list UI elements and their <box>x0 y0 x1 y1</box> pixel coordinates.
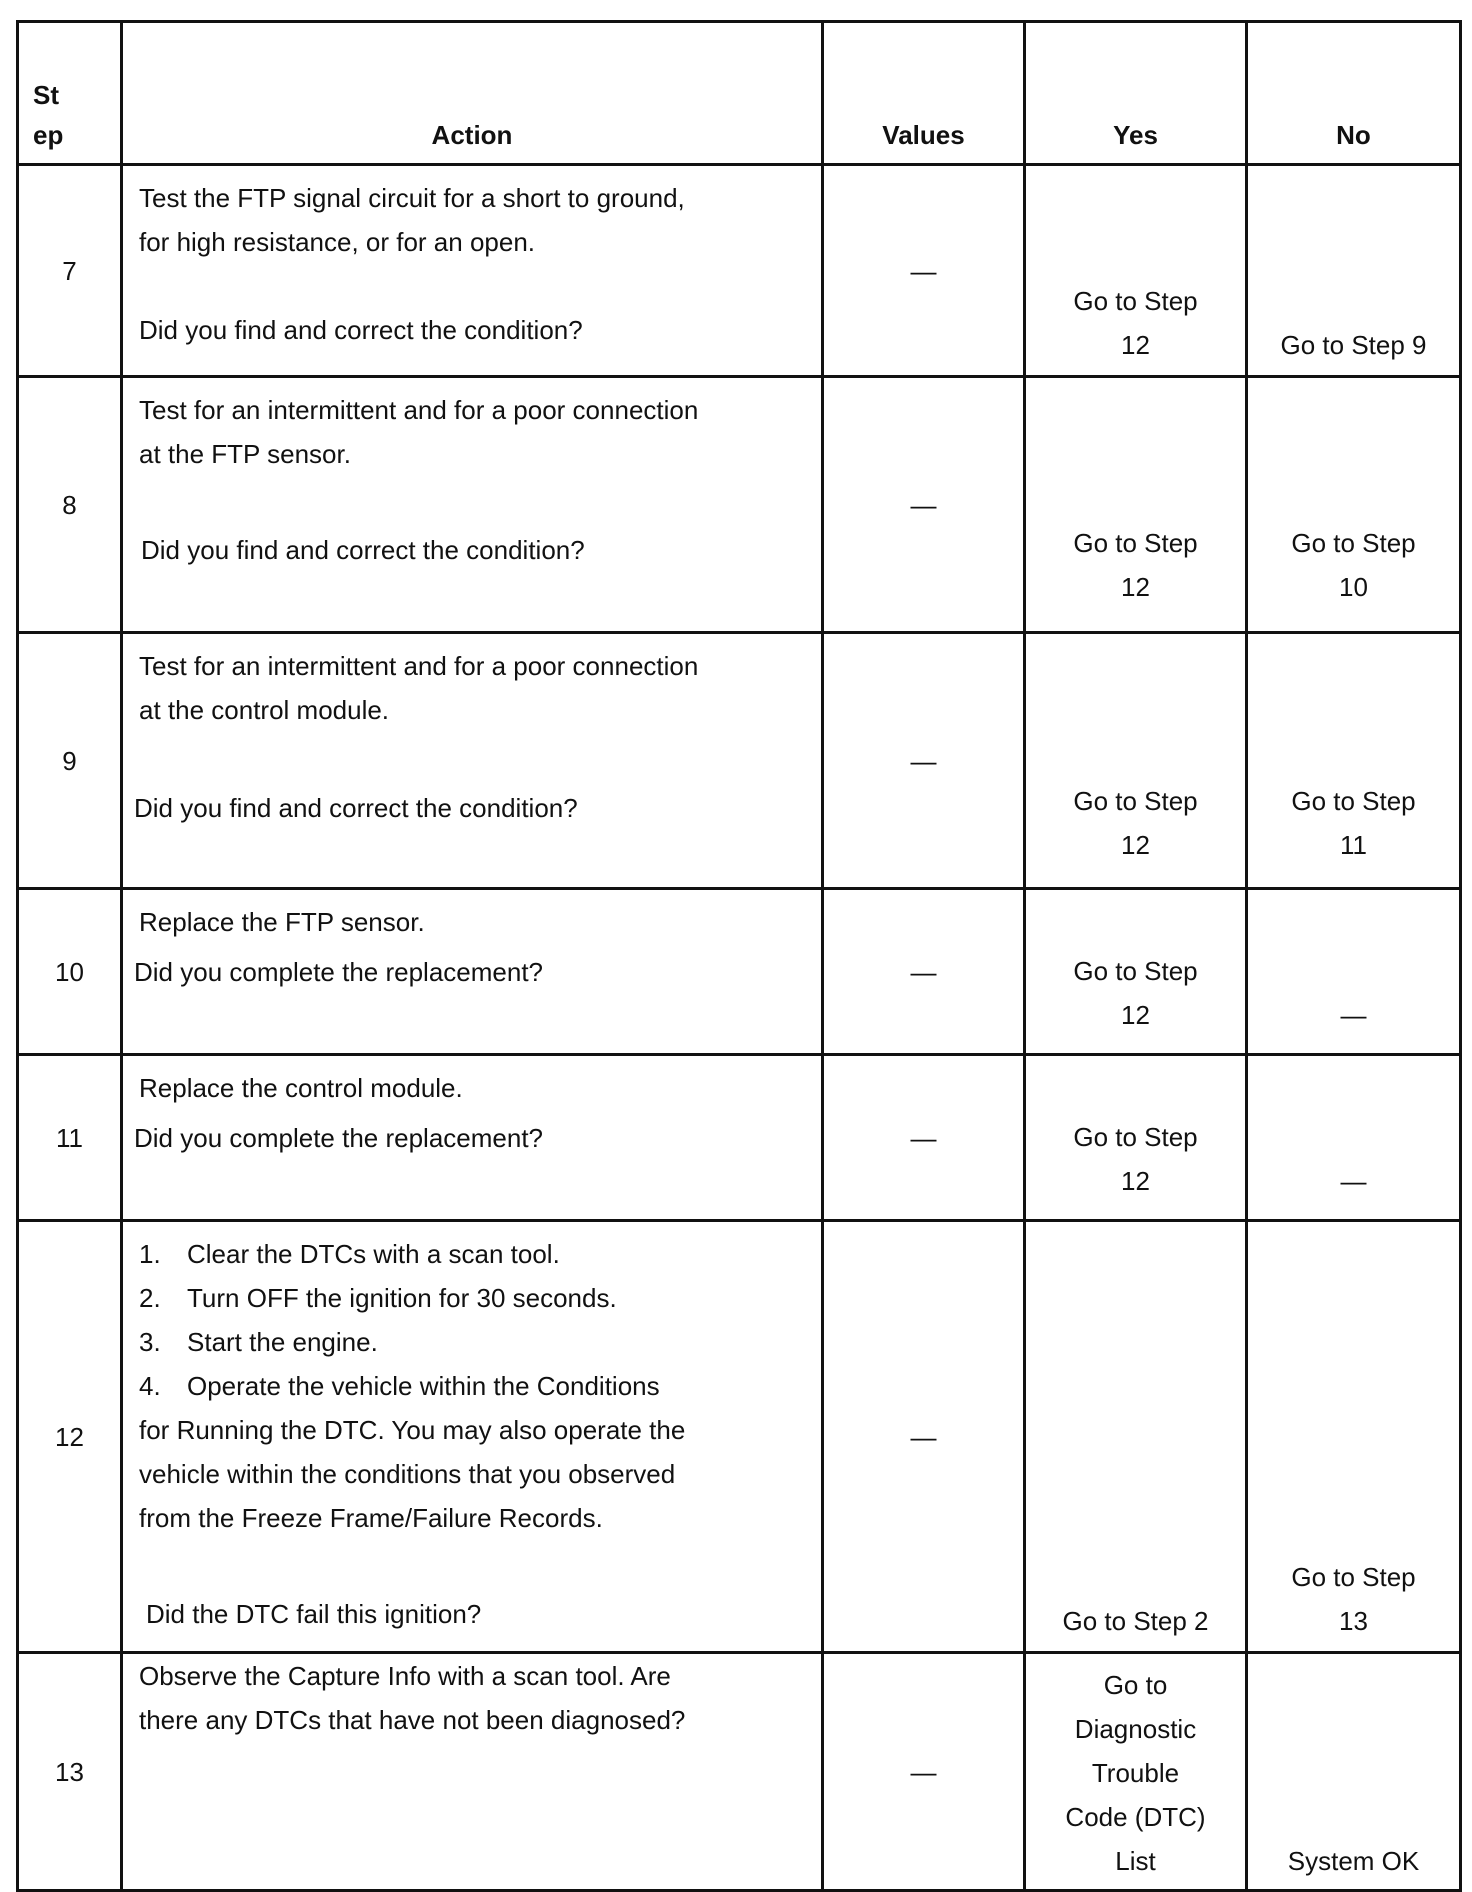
action-cell <box>122 1055 823 1221</box>
yes-cell <box>1025 1055 1247 1221</box>
step-number: 8 <box>18 377 122 633</box>
list-text: Clear the DTCs with a scan tool. <box>187 1239 560 1269</box>
header-no: No <box>1247 22 1461 165</box>
values-cell: — <box>823 1055 1025 1221</box>
no-cell <box>1247 1055 1461 1221</box>
list-text: Start the engine. <box>187 1327 378 1357</box>
list-text: Operate the vehicle within the Conditions <box>187 1371 660 1401</box>
no-line: Go to Step 9 <box>1280 330 1427 360</box>
no-cell <box>1247 1653 1461 1891</box>
no-line: Go to Step <box>1291 786 1416 816</box>
yes-line: List <box>1115 1846 1156 1876</box>
yes-cell <box>1025 889 1247 1055</box>
header-row <box>18 22 1461 165</box>
yes-line: Go to Step <box>1073 286 1198 316</box>
action-cell <box>122 1221 823 1653</box>
no-cell <box>1247 1221 1461 1653</box>
values-cell: — <box>823 633 1025 889</box>
action-question: Did the DTC fail this ignition? <box>146 1599 482 1629</box>
step-number: 9 <box>18 633 122 889</box>
yes-line: Go to <box>1103 1670 1168 1700</box>
action-line: at the FTP sensor. <box>139 439 351 469</box>
action-line: there any DTCs that have not been diagnosed? <box>139 1705 686 1735</box>
yes-cell <box>1025 1653 1247 1891</box>
values-cell: — <box>823 165 1025 377</box>
header-values: Values <box>823 22 1025 165</box>
action-line: Replace the FTP sensor. <box>139 907 425 937</box>
step-number: 11 <box>18 1055 122 1221</box>
yes-cell <box>1025 165 1247 377</box>
values-cell: — <box>823 377 1025 633</box>
action-line: for Running the DTC. You may also operate the <box>139 1415 686 1445</box>
step-number: 7 <box>18 165 122 377</box>
yes-line: 12 <box>1121 1000 1150 1030</box>
table-row <box>18 1221 1461 1653</box>
yes-line: 12 <box>1121 572 1150 602</box>
table-row <box>18 165 1461 377</box>
no-cell <box>1247 165 1461 377</box>
list-item <box>139 1320 813 1364</box>
no-line: System OK <box>1287 1846 1420 1876</box>
list-number: 2. <box>139 1283 161 1313</box>
yes-line: 12 <box>1121 330 1150 360</box>
list-text: Turn OFF the ignition for 30 seconds. <box>187 1283 617 1313</box>
header-step <box>18 22 122 165</box>
step-number: 10 <box>18 889 122 1055</box>
no-line: 13 <box>1339 1606 1368 1636</box>
no-line: 11 <box>1340 830 1367 860</box>
action-line: from the Freeze Frame/Failure Records. <box>139 1503 603 1533</box>
action-line: for high resistance, or for an open. <box>139 227 536 257</box>
header-action: Action <box>122 22 823 165</box>
yes-line: Go to Step <box>1073 528 1198 558</box>
action-cell <box>122 165 823 377</box>
action-cell <box>122 889 823 1055</box>
values-cell: — <box>823 1653 1025 1891</box>
yes-line: Go to Step <box>1073 956 1198 986</box>
values-cell: — <box>823 1221 1025 1653</box>
action-question: Did you complete the replacement? <box>134 957 544 987</box>
header-step-line2: ep <box>33 120 64 150</box>
yes-line: 12 <box>1121 830 1150 860</box>
diagnostic-table <box>16 20 1462 1892</box>
action-line: at the control module. <box>139 695 390 725</box>
action-cell <box>122 1653 823 1891</box>
action-question: Did you find and correct the condition? <box>141 535 585 565</box>
no-cell <box>1247 377 1461 633</box>
action-line: Observe the Capture Info with a scan tool. Are <box>139 1661 671 1691</box>
action-line: vehicle within the conditions that you observed <box>139 1459 676 1489</box>
yes-line: Go to Step <box>1073 1122 1198 1152</box>
no-line: Go to Step <box>1291 1562 1416 1592</box>
yes-cell <box>1025 377 1247 633</box>
table-row <box>18 377 1461 633</box>
action-line: Test the FTP signal circuit for a short to ground, <box>139 183 685 213</box>
action-cell <box>122 377 823 633</box>
list-item <box>139 1232 813 1276</box>
action-question: Did you find and correct the condition? <box>134 793 578 823</box>
no-line: — <box>1340 1000 1367 1030</box>
values-cell: — <box>823 889 1025 1055</box>
step-number: 13 <box>18 1653 122 1891</box>
table-row <box>18 633 1461 889</box>
action-question: Did you find and correct the condition? <box>139 315 583 345</box>
yes-cell <box>1025 633 1247 889</box>
action-line: Test for an intermittent and for a poor connection <box>139 395 699 425</box>
yes-line: Go to Step <box>1073 786 1198 816</box>
yes-line: 12 <box>1121 1166 1150 1196</box>
header-step-line1: St <box>33 80 59 110</box>
header-yes: Yes <box>1025 22 1247 165</box>
action-line: Replace the control module. <box>139 1073 463 1103</box>
no-line: — <box>1340 1166 1367 1196</box>
step-number: 12 <box>18 1221 122 1653</box>
list-number: 3. <box>139 1327 161 1357</box>
no-cell <box>1247 633 1461 889</box>
yes-line: Code (DTC) <box>1065 1802 1206 1832</box>
yes-line: Diagnostic <box>1074 1714 1197 1744</box>
action-question: Did you complete the replacement? <box>134 1123 544 1153</box>
no-line: 10 <box>1339 572 1368 602</box>
list-number: 1. <box>139 1239 161 1269</box>
table-row <box>18 1055 1461 1221</box>
no-line: Go to Step <box>1291 528 1416 558</box>
yes-line: Go to Step 2 <box>1062 1606 1209 1636</box>
list-item <box>139 1276 813 1320</box>
no-cell <box>1247 889 1461 1055</box>
table-row <box>18 889 1461 1055</box>
list-item <box>139 1364 813 1408</box>
table-row <box>18 1653 1461 1891</box>
action-line: Test for an intermittent and for a poor connection <box>139 651 699 681</box>
action-cell <box>122 633 823 889</box>
yes-cell <box>1025 1221 1247 1653</box>
yes-line: Trouble <box>1091 1758 1180 1788</box>
list-number: 4. <box>139 1371 161 1401</box>
